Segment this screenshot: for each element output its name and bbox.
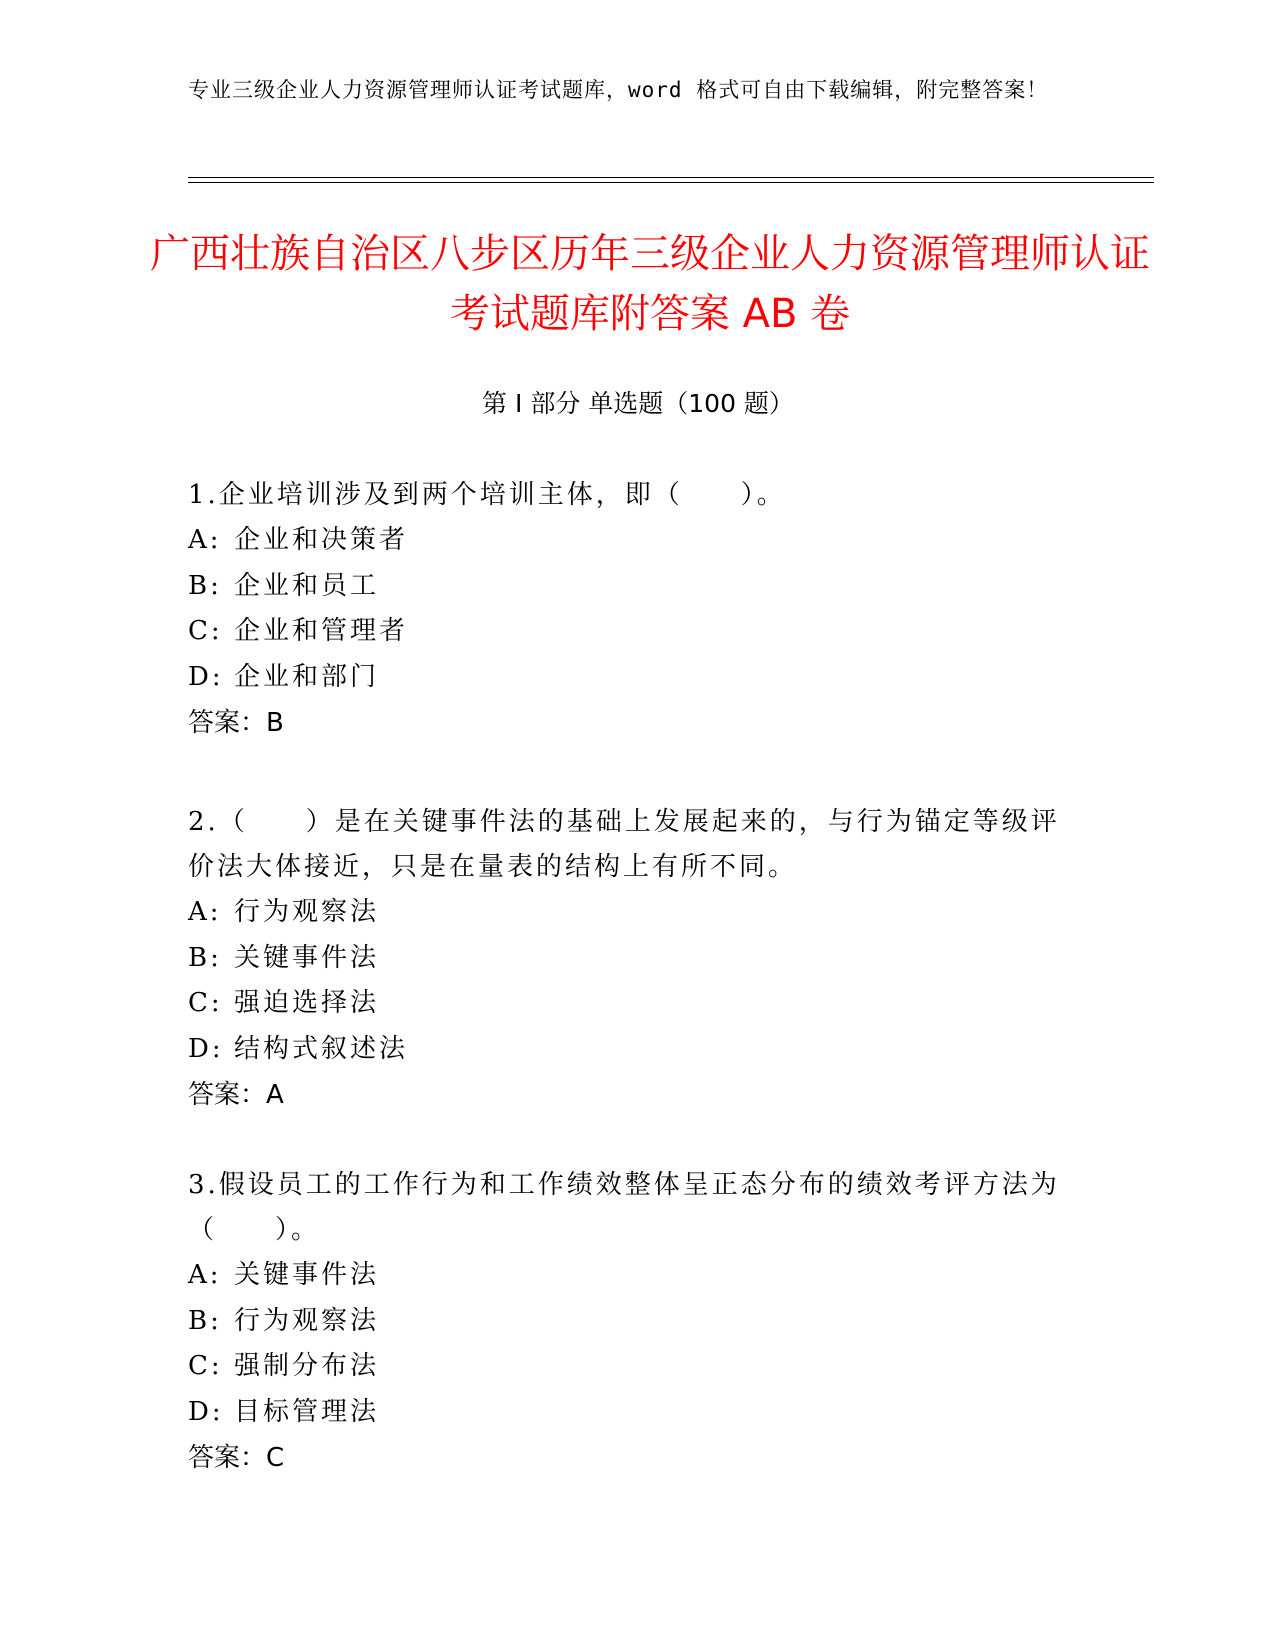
- question-stem: 1.企业培训涉及到两个培训主体，即（ ）。: [188, 480, 786, 510]
- option-c: [188, 609, 1068, 655]
- question-stem: 3.假设员工的工作行为和工作绩效整体呈正态分布的绩效考评方法为（ ）。: [188, 1170, 1060, 1245]
- option-text: 强制分布法: [234, 1351, 380, 1381]
- question-3: [188, 1163, 1068, 1481]
- section-heading: 第 I 部分 单选题（100 题）: [482, 389, 794, 418]
- option-a: [188, 890, 1068, 936]
- option-text: 行为观察法: [234, 1305, 380, 1336]
- option-text: 关键事件法: [234, 942, 380, 973]
- option-c: [188, 981, 1068, 1027]
- option-text: 企业和部门: [234, 661, 380, 692]
- option-text: 目标管理法: [234, 1396, 380, 1427]
- option-c: [188, 1344, 1068, 1390]
- option-key: C:: [188, 616, 223, 646]
- question-stem: 2.（ ）是在关键事件法的基础上发展起来的，与行为锚定等级评价法大体接近，只是在量表的结构上有所不同。: [188, 807, 1060, 882]
- option-key: C:: [188, 1351, 223, 1381]
- question-2: [188, 800, 1068, 1118]
- answer: 答案：C: [188, 1443, 285, 1473]
- option-a: [188, 1253, 1068, 1299]
- option-key: C:: [188, 988, 223, 1018]
- question-1: [188, 473, 1068, 746]
- option-b: [188, 936, 1068, 982]
- option-key: A:: [188, 525, 222, 555]
- document-title: 广西壮族自治区八步区历年三级企业人力资源管理师认证考试题库附答案 AB 卷: [150, 231, 1150, 337]
- option-key: B:: [188, 942, 222, 973]
- option-text: 企业和决策者: [234, 525, 409, 555]
- option-key: D:: [188, 661, 224, 692]
- option-text: 关键事件法: [234, 1260, 380, 1290]
- answer: 答案：B: [188, 708, 284, 738]
- header-rule-bottom: [188, 182, 1154, 183]
- option-key: D:: [188, 1033, 224, 1064]
- option-b: [188, 1299, 1068, 1345]
- option-b: [188, 564, 1068, 610]
- answer: 答案：A: [188, 1080, 284, 1110]
- header-note: 专业三级企业人力资源管理师认证考试题库，word 格式可自由下载编辑，附完整答案！: [188, 78, 1049, 102]
- option-key: B:: [188, 1305, 222, 1336]
- option-text: 企业和管理者: [234, 616, 409, 646]
- header-rule-top: [188, 177, 1154, 178]
- option-key: A:: [188, 1260, 222, 1290]
- option-key: A:: [188, 897, 222, 927]
- option-text: 行为观察法: [234, 897, 380, 927]
- option-key: B:: [188, 570, 222, 601]
- option-d: [188, 655, 1068, 701]
- option-a: [188, 518, 1068, 564]
- option-d: [188, 1390, 1068, 1436]
- option-text: 结构式叙述法: [234, 1033, 409, 1064]
- option-text: 企业和员工: [234, 570, 380, 601]
- option-text: 强迫选择法: [234, 988, 380, 1018]
- option-key: D:: [188, 1396, 224, 1427]
- option-d: [188, 1027, 1068, 1073]
